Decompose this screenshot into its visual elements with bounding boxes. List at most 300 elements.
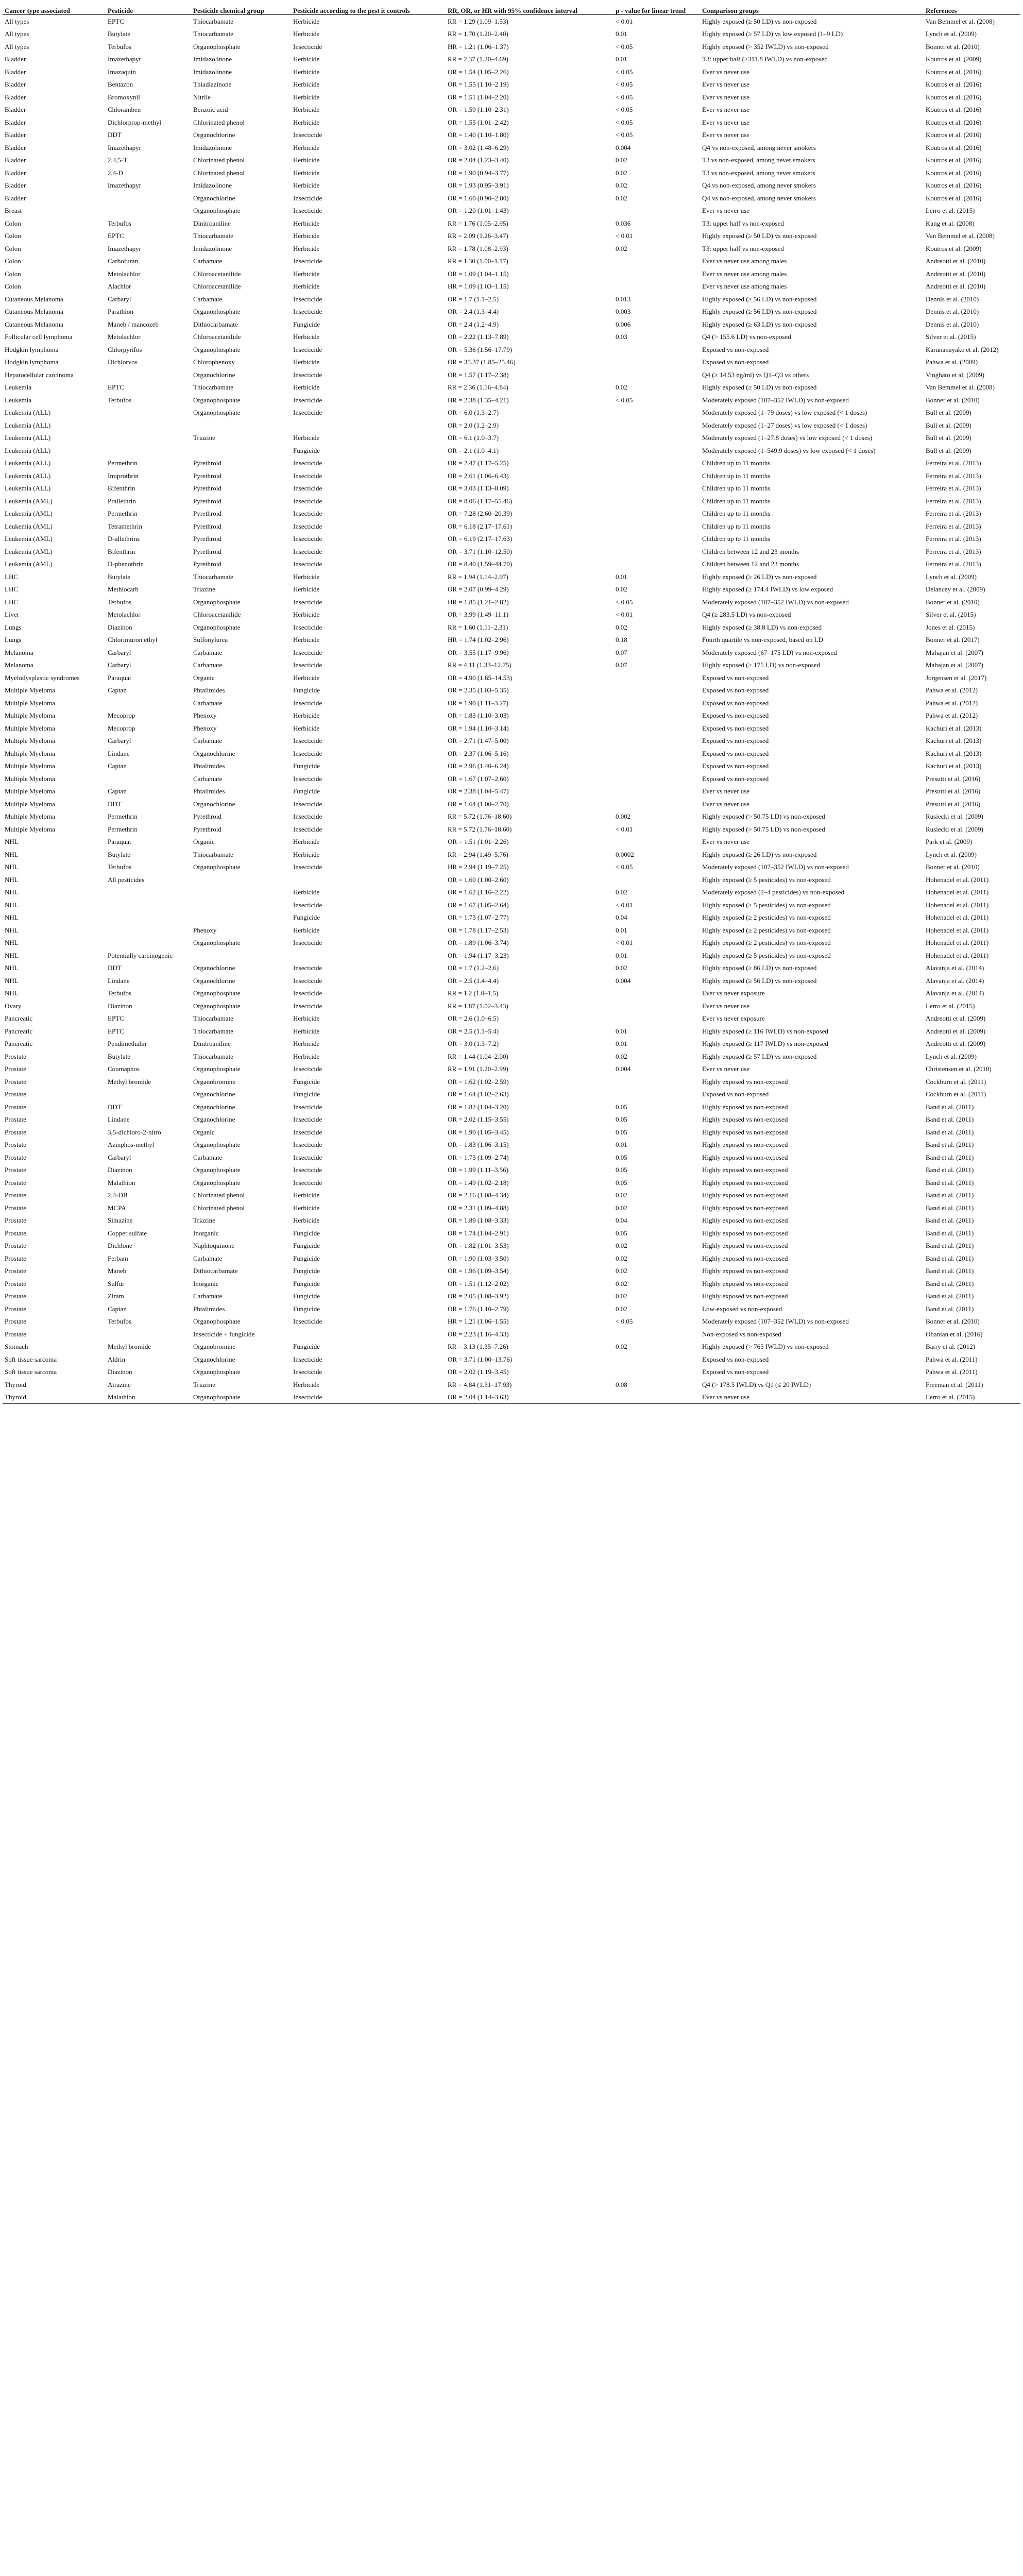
table-row xyxy=(3,684,1020,697)
table-row xyxy=(3,394,1020,406)
table-cell: Band et al. (2011) xyxy=(926,1279,974,1287)
table-cell: Insecticide xyxy=(293,535,322,543)
table-cell: Triazine xyxy=(193,434,215,442)
table-cell: Fungicide xyxy=(293,320,320,328)
table-cell: Koutros et al. (2016) xyxy=(926,168,982,177)
table-row xyxy=(3,1252,1020,1265)
table-cell: Highly exposed (≥ 50 LD) vs non-exposed xyxy=(702,17,817,25)
table-row xyxy=(3,507,1020,520)
table-cell: 0.04 xyxy=(616,1216,627,1225)
table-cell: Herbicide xyxy=(293,1027,320,1035)
table-cell: Multiple Myeloma xyxy=(5,800,55,808)
column-header: Pesticide chemical group xyxy=(191,3,291,15)
table-cell: Organic xyxy=(193,838,215,846)
table-cell: Exposed vs non-exposed xyxy=(702,737,769,745)
table-cell: Moderately exposed (107–352 IWLD) vs non-exposed xyxy=(702,863,849,871)
table-cell: Highly exposed (≥ 50 LD) vs non-exposed xyxy=(702,232,817,240)
table-cell: Ever vs never exposure xyxy=(702,1014,765,1023)
table-cell: OR = 1.94 (1.10–3.14) xyxy=(448,724,509,732)
table-cell: All types xyxy=(5,30,29,38)
table-cell: Highly exposed vs non-exposed xyxy=(702,1103,788,1111)
table-cell: < 0.01 xyxy=(616,825,633,833)
table-cell: Phtalimides xyxy=(193,762,225,770)
table-cell: 0.02 xyxy=(616,156,627,164)
table-cell: Moderately exposed (1–27 doses) vs low exposed (< 1 doses) xyxy=(702,421,867,429)
table-cell: Colon xyxy=(5,282,21,291)
table-cell: Q4 (≥ 283.5 LD) vs non-exposed xyxy=(702,611,791,619)
table-cell: Imazethapyr xyxy=(108,244,141,252)
table-cell: 0.02 xyxy=(616,194,627,202)
table-cell: OR = 1.55 (1.01–2.42) xyxy=(448,118,509,126)
table-row xyxy=(3,104,1020,116)
table-cell: Prostate xyxy=(5,1065,26,1073)
table-cell: OR = 2.5 (1.1–5.4) xyxy=(448,1027,499,1035)
table-cell: Herbicide xyxy=(293,850,320,858)
table-cell: < 0.01 xyxy=(616,611,633,619)
table-cell: Herbicide xyxy=(293,168,320,177)
table-cell: Dithiocarbamate xyxy=(193,1267,238,1275)
table-cell: Highly exposed (> 352 IWLD) vs non-exposed xyxy=(702,42,829,50)
table-cell: HR = 1.21 (1.06–1.37) xyxy=(448,42,509,50)
table-cell: Insecticide xyxy=(293,749,322,757)
table-cell: Herbicide xyxy=(293,636,320,644)
table-cell: Leukemia (ALL) xyxy=(5,471,51,480)
table-cell: Insecticide xyxy=(293,812,322,821)
table-cell: Moderately exposed (1–549.9 doses) vs low exposed (< 1 doses) xyxy=(702,446,876,454)
table-cell: Bull et al. (2009) xyxy=(926,446,971,454)
table-cell: OR = 2.37 (1.06–5.16) xyxy=(448,749,509,757)
table-cell: Fungicide xyxy=(293,446,320,454)
table-row xyxy=(3,318,1020,331)
table-cell: Insecticide xyxy=(293,1128,322,1136)
table-cell: 0.02 xyxy=(616,1052,627,1060)
table-cell xyxy=(106,1088,191,1101)
table-cell: Highly exposed vs non-exposed xyxy=(702,1166,788,1174)
table-cell: Children between 12 and 23 months xyxy=(702,560,799,568)
table-cell: DDT xyxy=(108,1103,122,1111)
table-cell: OR = 1.90 (0.94–3.77) xyxy=(448,168,509,177)
table-cell: Highly exposed vs non-exposed xyxy=(702,1204,788,1212)
table-cell xyxy=(191,444,291,457)
table-cell: Pahwa et al. (2011) xyxy=(926,1355,978,1363)
table-cell: 0.02 xyxy=(616,1304,627,1313)
table-cell: Cutaneous Melanoma xyxy=(5,295,63,303)
table-cell: < 0.05 xyxy=(616,396,633,404)
table-cell: Herbicide xyxy=(293,1040,320,1048)
table-cell: Bentazon xyxy=(108,80,133,89)
table-cell: 0.07 xyxy=(616,661,627,669)
table-cell: Multiple Myeloma xyxy=(5,787,55,795)
table-cell: Highly exposed (≥ 38.8 LD) vs non-exposed xyxy=(702,623,822,631)
table-cell: Bonner et al. (2010) xyxy=(926,598,980,606)
table-cell: 0.05 xyxy=(616,1166,627,1174)
table-cell: Organophosphate xyxy=(193,1166,241,1174)
table-cell xyxy=(191,899,291,911)
table-row xyxy=(3,28,1020,41)
table-cell: Organophosphate xyxy=(191,1391,291,1404)
table-row xyxy=(3,482,1020,495)
table-cell: Leukemia (ALL) xyxy=(5,434,51,442)
table-cell: OR = 1.64 (1.02–2.63) xyxy=(448,1090,509,1098)
table-row xyxy=(3,91,1020,104)
table-cell: Sulfonylurea xyxy=(193,636,228,644)
table-cell: Paraquat xyxy=(108,673,131,682)
table-cell: Multiple Myeloma xyxy=(5,762,55,770)
table-cell: 0.05 xyxy=(616,1128,627,1136)
table-cell: Potentially carcinogenic xyxy=(108,951,173,959)
table-cell: Herbicide xyxy=(293,383,320,392)
table-cell: Carbaryl xyxy=(108,737,131,745)
table-cell: Kang et al. (2008) xyxy=(926,219,975,227)
table-row xyxy=(3,1277,1020,1290)
table-cell: Organochlorine xyxy=(193,131,235,139)
table-cell: Lynch et al. (2009) xyxy=(926,850,977,858)
table-cell: Herbicide xyxy=(293,93,320,101)
table-cell: Exposed vs non-exposed xyxy=(702,358,769,366)
table-cell: Children between 12 and 23 months xyxy=(702,547,799,555)
table-cell: Dichlorprop-methyl xyxy=(108,118,161,126)
table-cell: Fungicide xyxy=(293,1242,320,1250)
table-cell: Colon xyxy=(5,219,21,227)
table-cell: Band et al. (2011) xyxy=(926,1166,974,1174)
table-row xyxy=(3,40,1020,53)
table-cell: Carbamate xyxy=(193,648,223,656)
table-cell: Fungicide xyxy=(293,1077,320,1086)
table-cell: Leukemia (AML) xyxy=(5,497,53,505)
table-cell: Inorganic xyxy=(193,1279,219,1287)
table-cell: OR = 1.20 (1.01–1.43) xyxy=(448,207,509,215)
table-cell: Lerro et al. (2015) xyxy=(926,1002,975,1010)
table-cell: Leukemia (AML) xyxy=(5,510,53,518)
table-cell: Pancreatic xyxy=(5,1027,33,1035)
table-cell: Herbicide xyxy=(293,724,320,732)
table-cell: Insecticide xyxy=(293,510,322,518)
table-cell: Insecticide xyxy=(293,623,322,631)
table-cell: Terbufos xyxy=(108,219,132,227)
table-cell: Koutros et al. (2009) xyxy=(926,55,982,63)
table-cell: Cockburn et al. (2011) xyxy=(926,1077,986,1086)
table-cell: Ever vs never use xyxy=(702,838,750,846)
table-cell: Exposed vs non-exposed xyxy=(702,724,769,732)
table-cell: Phenoxy xyxy=(193,711,217,720)
table-cell: Insecticide xyxy=(293,484,322,493)
table-cell: Ever vs never use xyxy=(702,106,750,114)
table-cell: Insecticide xyxy=(293,42,322,50)
table-cell: All types xyxy=(5,42,29,50)
table-cell: Organophosphate xyxy=(193,409,241,417)
table-cell: Insecticide xyxy=(293,1178,322,1187)
table-cell: Freeman et al. (2011) xyxy=(926,1380,983,1388)
table-cell: 0.04 xyxy=(616,913,627,922)
table-cell: Bladder xyxy=(5,194,26,202)
table-cell: Stomach xyxy=(5,1343,28,1351)
table-cell: Koutros et al. (2016) xyxy=(926,131,982,139)
table-cell: OR = 2.07 (0.99–4.29) xyxy=(448,585,509,594)
table-cell: Band et al. (2011) xyxy=(926,1216,974,1225)
table-cell: Ever vs never use among males xyxy=(702,269,787,278)
table-cell: Herbicide xyxy=(293,888,320,896)
table-cell: Naphtoquinone xyxy=(193,1242,235,1250)
table-cell: Cutaneous Melanoma xyxy=(5,308,63,316)
table-cell: Fungicide xyxy=(293,1304,320,1313)
table-cell: EPTC xyxy=(108,232,124,240)
table-cell: RR = 2.09 (1.26–3.47) xyxy=(448,232,508,240)
table-cell: 0.08 xyxy=(616,1380,627,1388)
table-cell: Terbufos xyxy=(108,42,132,50)
table-cell: Pyrethroid xyxy=(193,560,221,568)
table-cell: Jones et al. (2015) xyxy=(926,623,975,631)
table-cell: Atrazine xyxy=(108,1380,131,1388)
table-cell: Lindane xyxy=(108,976,130,985)
table-cell: Bull et al. (2009) xyxy=(926,434,971,442)
table-cell: DDT xyxy=(108,131,122,139)
table-cell xyxy=(613,469,700,482)
table-row xyxy=(3,154,1020,167)
table-row xyxy=(3,886,1020,899)
table-cell: 0.01 xyxy=(616,1027,627,1035)
table-cell: D-phenothrin xyxy=(108,560,144,568)
table-row xyxy=(3,937,1020,950)
table-cell: 0.004 xyxy=(616,143,631,151)
table-cell: Organochlorine xyxy=(193,964,235,972)
table-cell: Mecoprop xyxy=(108,724,135,732)
table-cell: Carbamate xyxy=(193,774,223,783)
table-cell: Delancey et al. (2009) xyxy=(926,585,985,594)
table-cell: 0.02 xyxy=(616,1279,627,1287)
table-cell: Carbamate xyxy=(193,1254,223,1262)
table-cell: Alavanja et al. (2014) xyxy=(926,989,984,997)
table-cell: OR = 8.06 (1.17–55.46) xyxy=(448,497,513,505)
table-cell: Fungicide xyxy=(293,1090,320,1098)
table-cell: Highly exposed vs non-exposed xyxy=(702,1279,788,1287)
table-cell: 0.02 xyxy=(616,888,627,896)
table-cell: Carbaryl xyxy=(108,648,131,656)
table-cell xyxy=(613,205,700,217)
column-header: Pesticide according to the pest it controls xyxy=(291,3,446,15)
table-cell: Myelodysplastic syndromes xyxy=(5,673,80,682)
table-cell: < 0.05 xyxy=(616,131,633,139)
table-cell: Kachuri et al. (2013) xyxy=(926,737,982,745)
table-cell: Herbicide xyxy=(293,156,320,164)
table-cell: OR = 1.09 (1.04–1.15) xyxy=(448,269,509,278)
table-cell: Multiple Myeloma xyxy=(5,825,55,833)
table-cell: 0.01 xyxy=(616,55,627,63)
table-cell: Andreotti et al. (2010) xyxy=(926,269,986,278)
table-cell: Koutros et al. (2016) xyxy=(926,194,982,202)
table-cell: Highly exposed vs non-exposed xyxy=(702,1077,788,1086)
table-cell: All pesticides xyxy=(108,875,145,884)
table-cell: Herbicide xyxy=(293,67,320,76)
table-cell: Q4 (≥ 14.53 ng/ml) vs Q1–Q3 vs others xyxy=(702,370,809,379)
table-cell: Lerro et al. (2015) xyxy=(926,207,975,215)
table-row xyxy=(3,1315,1020,1328)
table-cell: Mahajan et al. (2007) xyxy=(926,661,983,669)
table-cell xyxy=(613,533,700,546)
table-cell: Alavanja et al. (2014) xyxy=(926,964,984,972)
table-cell: Prostate xyxy=(5,1330,26,1338)
table-cell: Phenoxy xyxy=(193,926,217,934)
table-cell: Carbaryl xyxy=(108,661,131,669)
table-cell: NHL xyxy=(5,976,19,985)
table-cell: Insecticide + fungicide xyxy=(193,1330,255,1338)
table-row xyxy=(3,1063,1020,1076)
table-row xyxy=(3,293,1020,306)
table-cell: 0.01 xyxy=(616,951,627,959)
table-cell: Chlorinated phenol xyxy=(193,168,245,177)
table-cell: RR = 4.84 (1.31–17.93) xyxy=(448,1380,512,1388)
table-cell: 0.02 xyxy=(616,1242,627,1250)
table-cell xyxy=(191,911,291,924)
table-row xyxy=(3,861,1020,874)
table-row xyxy=(3,621,1020,634)
table-cell: Methyl bromide xyxy=(108,1077,151,1086)
table-cell: Pyrethroid xyxy=(193,547,221,555)
table-cell: Band et al. (2011) xyxy=(926,1153,974,1161)
table-cell: Highly exposed (≥ 5 pesticides) vs non-exposed xyxy=(702,875,831,884)
table-cell: Silver et al. (2015) xyxy=(926,611,976,619)
table-cell: T3: upper half (≥311.8 IWLD) vs non-exposed xyxy=(702,55,828,63)
table-cell: Andreotti et al. (2009) xyxy=(926,1027,986,1035)
table-cell: Metolachlor xyxy=(108,611,141,619)
table-cell: OR = 1.74 (1.04–2.91) xyxy=(448,1229,509,1237)
table-cell: Carbamate xyxy=(193,699,223,707)
table-cell: Herbicide xyxy=(293,711,320,720)
table-cell: Bladder xyxy=(5,181,26,190)
table-cell xyxy=(613,267,700,280)
table-cell: Van Bemmel et al. (2008) xyxy=(926,17,995,25)
table-cell: Hodgkin lymphoma xyxy=(5,345,59,353)
table-cell: HR = 1.85 (1.21–2.82) xyxy=(448,598,509,606)
table-cell: 2,4,5-T xyxy=(108,156,128,164)
table-cell: Low-exposed vs non-exposed xyxy=(702,1304,782,1313)
table-row xyxy=(3,1391,1020,1404)
table-cell: Herbicide xyxy=(293,17,320,25)
table-cell: NHL xyxy=(5,989,19,997)
table-cell xyxy=(613,1012,700,1025)
table-cell: Exposed vs non-exposed xyxy=(702,1368,769,1376)
table-cell: Insecticide xyxy=(293,1166,322,1174)
table-cell: Leukemia (AML) xyxy=(5,535,53,543)
table-cell: Highly exposed vs non-exposed xyxy=(702,1141,788,1149)
table-cell: Organophosphate xyxy=(193,598,241,606)
table-cell: 0.03 xyxy=(616,333,627,341)
table-cell: Pyrethroid xyxy=(193,825,221,833)
table-cell: Prostate xyxy=(5,1077,26,1086)
table-cell: Lungs xyxy=(5,623,22,631)
table-cell: NHL xyxy=(5,850,19,858)
table-cell: Bladder xyxy=(5,106,26,114)
table-cell: Leukemia xyxy=(5,396,31,404)
table-cell: Ever vs never use xyxy=(702,93,750,101)
table-row xyxy=(3,949,1020,962)
table-cell: Insecticide xyxy=(293,345,322,353)
table-cell: Organophosphate xyxy=(193,863,241,871)
table-row xyxy=(3,15,1020,28)
table-cell: Sulfur xyxy=(108,1279,125,1287)
table-cell: Pyrethroid xyxy=(193,535,221,543)
table-row xyxy=(3,1126,1020,1139)
table-cell: Chlorinated phenol xyxy=(193,118,245,126)
table-cell: Insecticide xyxy=(293,598,322,606)
table-cell: OR = 1.62 (1.02–2.59) xyxy=(448,1077,509,1086)
table-cell: OR = 1.90 (1.11–3.27) xyxy=(448,699,509,707)
table-cell: Insecticide xyxy=(293,396,322,404)
table-cell: Herbicide xyxy=(293,673,320,682)
table-cell: Lindane xyxy=(108,1115,130,1124)
table-cell: LHC xyxy=(5,598,18,606)
table-cell: Triazine xyxy=(193,1216,215,1225)
table-cell: Imidazolinone xyxy=(193,181,232,190)
table-cell: Organophosphate xyxy=(193,1002,241,1010)
table-cell: RR = 4.11 (1.33–12.75) xyxy=(448,661,512,669)
table-row xyxy=(3,848,1020,861)
table-cell: OR = 1.73 (1.07–2.77) xyxy=(448,913,509,922)
table-cell: Band et al. (2011) xyxy=(926,1242,974,1250)
table-cell: Highly exposed (≥ 26 LD) vs non-exposed xyxy=(702,572,817,581)
table-cell: Imidazolinone xyxy=(193,143,232,151)
table-cell: Multiple Myeloma xyxy=(5,774,55,783)
table-row xyxy=(3,331,1020,344)
table-cell: OR = 1.55 (1.10–2.19) xyxy=(448,80,509,89)
table-cell: Andreotti et al. (2009) xyxy=(926,1014,986,1023)
table-cell xyxy=(613,406,700,419)
table-cell: Leukemia (ALL) xyxy=(5,446,51,454)
table-cell: Hohenadel et al. (2011) xyxy=(926,901,989,909)
table-row xyxy=(3,1012,1020,1025)
table-cell: RR = 1.29 (1.09–1.53) xyxy=(448,17,508,25)
table-cell: Ferreira et al. (2013) xyxy=(926,510,981,518)
table-cell: OR = 2.1 (1.0–4.1) xyxy=(448,446,499,454)
table-cell: Soft tissue sarcoma xyxy=(5,1368,57,1376)
table-cell: < 0.05 xyxy=(616,106,633,114)
table-cell: Cockburn et al. (2011) xyxy=(926,1090,986,1098)
table-cell: RR = 1.70 (1.20–2.40) xyxy=(448,30,508,38)
table-cell: Captan xyxy=(108,1304,127,1313)
table-cell: Moderately exposed (107–352 IWLD) vs non-exposed xyxy=(702,598,849,606)
table-cell: Highly exposed (≥ 63 LD) vs non-exposed xyxy=(702,320,817,328)
table-row xyxy=(3,659,1020,672)
table-cell: Kachuri et al. (2013) xyxy=(926,724,982,732)
table-cell: NHL xyxy=(5,863,19,871)
table-cell: OR = 6.18 (2.17–17.61) xyxy=(448,522,513,530)
table-cell: Thiocarbamate xyxy=(193,17,233,25)
table-cell: Phenoxy xyxy=(193,724,217,732)
table-cell: OR = 3.71 (1.00–13.76) xyxy=(448,1355,513,1363)
table-cell: Fungicide xyxy=(293,762,320,770)
table-cell: Parathion xyxy=(108,308,133,316)
table-cell: Captan xyxy=(108,686,127,694)
table-cell: Herbicide xyxy=(293,30,320,38)
table-cell xyxy=(613,356,700,369)
table-cell: Ferreira et al. (2013) xyxy=(926,459,981,467)
column-header: Comparison groups xyxy=(700,3,924,15)
table-cell: OR = 1.76 (1.10–2.79) xyxy=(448,1304,509,1313)
table-cell: Karunanayake et al. (2012) xyxy=(926,345,999,353)
table-cell: Organic xyxy=(193,1128,215,1136)
table-cell: NHL xyxy=(5,951,19,959)
table-cell: Prostate xyxy=(5,1103,26,1111)
table-cell: Diazinon xyxy=(108,1002,132,1010)
table-cell: Highly exposed (≥ 117 IWLD) vs non-exposed xyxy=(702,1040,828,1048)
table-cell: Thiocarbamate xyxy=(193,572,233,581)
table-cell: 0.02 xyxy=(616,244,627,252)
table-cell: Lungs xyxy=(5,636,22,644)
table-cell: 0.05 xyxy=(616,1103,627,1111)
table-cell: LHC xyxy=(5,572,18,581)
table-cell: Diazinon xyxy=(108,623,132,631)
table-cell: Diazinon xyxy=(108,1368,132,1376)
table-cell: Hodgkin lymphoma xyxy=(5,358,59,366)
